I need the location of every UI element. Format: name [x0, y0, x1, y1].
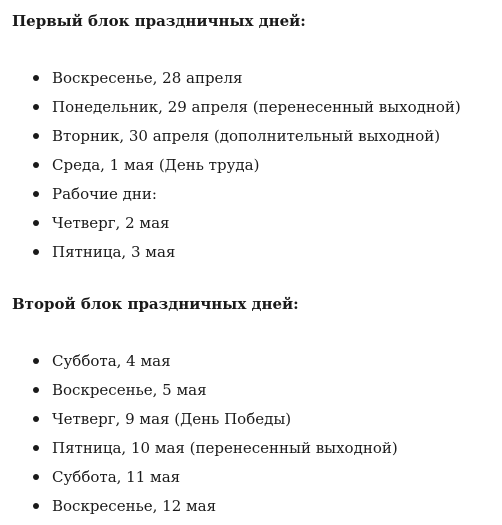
block-1-list — [12, 68, 502, 271]
list-item-text: Пятница, 10 мая (перенесенный выходной) — [52, 439, 398, 457]
list-item — [12, 155, 502, 184]
list-item — [12, 496, 502, 525]
bullet-icon — [33, 75, 39, 81]
bullet-icon — [33, 358, 39, 364]
list-item-text: Суббота, 11 мая — [52, 468, 181, 486]
block-2-heading: Второй блок праздничных дней: — [12, 295, 299, 313]
list-item-text: Воскресенье, 28 апреля — [52, 69, 243, 87]
list-item-text: Пятница, 3 мая — [52, 243, 176, 261]
list-item — [12, 68, 502, 97]
list-item-text: Воскресенье, 5 мая — [52, 381, 207, 399]
list-item — [12, 380, 502, 409]
list-item-text: Воскресенье, 12 мая — [52, 497, 217, 515]
list-item-text: Среда, 1 мая (День труда) — [52, 156, 260, 174]
bullet-icon — [33, 474, 39, 480]
bullet-icon — [33, 503, 39, 509]
block-2-list — [12, 351, 502, 525]
list-item — [12, 97, 502, 126]
bullet-icon — [33, 445, 39, 451]
list-item-text: Четверг, 2 мая — [52, 214, 170, 232]
list-item — [12, 467, 502, 496]
list-item-text: Понедельник, 29 апреля (перенесенный выходной) — [52, 98, 461, 116]
list-item-text: Суббота, 4 мая — [52, 352, 171, 370]
bullet-icon — [33, 191, 39, 197]
list-item — [12, 126, 502, 155]
list-item — [12, 184, 502, 213]
bullet-icon — [33, 220, 39, 226]
bullet-icon — [33, 387, 39, 393]
list-item — [12, 213, 502, 242]
block-1-heading: Первый блок праздничных дней: — [12, 12, 306, 30]
list-item-text: Рабочие дни: — [52, 185, 157, 203]
list-item-text: Четверг, 9 мая (День Победы) — [52, 410, 292, 428]
list-item — [12, 438, 502, 467]
list-item — [12, 242, 502, 271]
bullet-icon — [33, 249, 39, 255]
list-item-text: Вторник, 30 апреля (дополнительный выходной) — [52, 127, 441, 145]
list-item — [12, 409, 502, 438]
bullet-icon — [33, 416, 39, 422]
bullet-icon — [33, 104, 39, 110]
bullet-icon — [33, 133, 39, 139]
list-item — [12, 351, 502, 380]
bullet-icon — [33, 162, 39, 168]
